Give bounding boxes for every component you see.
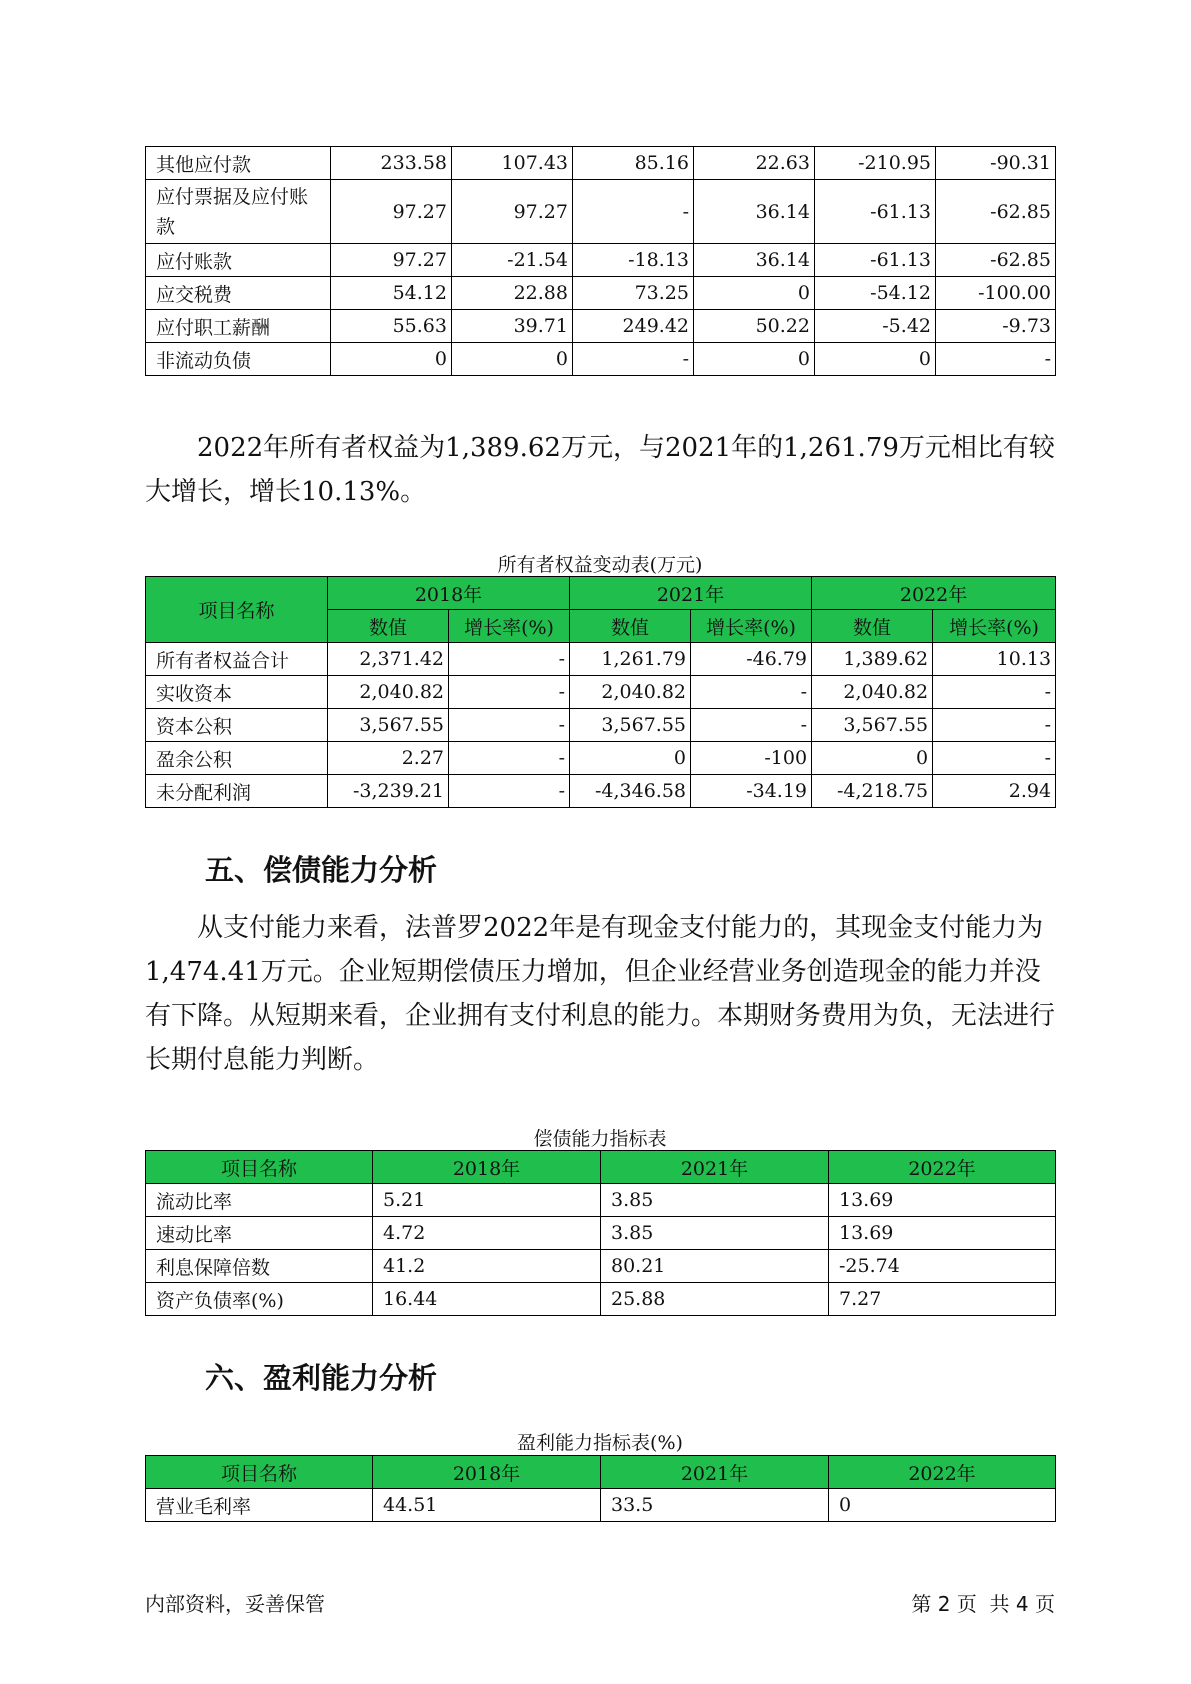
equity-col-header: 项目名称 [146,577,328,643]
section-heading-6: 六、盈利能力分析 [205,1361,438,1395]
liabilities-table [145,146,1056,376]
table-row [146,742,1056,775]
value-cell: 85.16 [573,147,694,180]
profit-table-caption: 盈利能力指标表(%) [517,1432,683,1454]
equity-sub-value: 数值 [812,610,933,643]
row-label: 非流动负债 [146,343,331,376]
value-cell: 97.27 [331,180,452,244]
table-row [146,709,1056,742]
value-cell: 16.44 [373,1283,601,1316]
value-cell: 4.72 [373,1217,601,1250]
value-cell: 0 [570,742,691,775]
value-cell: 0 [815,343,936,376]
equity-sub-value: 数值 [570,610,691,643]
table-row [146,643,1056,676]
value-cell: 80.21 [601,1250,829,1283]
equity-year-header: 2018年 [328,577,570,610]
row-label: 应付票据及应付账款 [146,180,331,244]
value-cell: -210.95 [815,147,936,180]
value-cell: -62.85 [936,180,1056,244]
table-row [146,1283,1056,1316]
equity-sub-rate: 增长率(%) [691,610,812,643]
value-cell: 0 [331,343,452,376]
value-cell: 0 [452,343,573,376]
equity-year-header: 2022年 [812,577,1056,610]
equity-year-header: 2021年 [570,577,812,610]
table-row [146,1489,1056,1522]
solvency-table [145,1150,1056,1316]
value-cell: -5.42 [815,310,936,343]
column-header: 2018年 [373,1456,601,1489]
table-row [146,1184,1056,1217]
value-cell: 36.14 [694,244,815,277]
value-cell: 2,371.42 [328,643,449,676]
row-label: 利息保障倍数 [146,1250,373,1283]
value-cell: 2,040.82 [328,676,449,709]
value-cell: - [691,676,812,709]
value-cell: 2,040.82 [570,676,691,709]
footer-right: 第 2 页 共 4 页 [911,1592,1055,1616]
value-cell: 44.51 [373,1489,601,1522]
value-cell: - [449,643,570,676]
value-cell: - [449,775,570,808]
value-cell: 107.43 [452,147,573,180]
table-row [146,180,1056,244]
table-row [146,775,1056,808]
value-cell: -46.79 [691,643,812,676]
column-header: 2018年 [373,1151,601,1184]
value-cell: - [449,742,570,775]
footer-left: 内部资料，妥善保管 [145,1592,325,1616]
value-cell: 3,567.55 [570,709,691,742]
column-header: 项目名称 [146,1151,373,1184]
row-label: 速动比率 [146,1217,373,1250]
row-label: 应付职工薪酬 [146,310,331,343]
value-cell: 25.88 [601,1283,829,1316]
value-cell: -61.13 [815,180,936,244]
table-row [146,310,1056,343]
value-cell: - [573,180,694,244]
value-cell: 22.88 [452,277,573,310]
value-cell: 97.27 [331,244,452,277]
row-label: 实收资本 [146,676,328,709]
value-cell: 0 [829,1489,1056,1522]
value-cell: 73.25 [573,277,694,310]
row-label: 其他应付款 [146,147,331,180]
value-cell: 0 [694,343,815,376]
value-cell: - [936,343,1056,376]
value-cell: 55.63 [331,310,452,343]
value-cell: 50.22 [694,310,815,343]
value-cell: 41.2 [373,1250,601,1283]
value-cell: 97.27 [452,180,573,244]
value-cell: 3.85 [601,1184,829,1217]
value-cell: -61.13 [815,244,936,277]
equity-sub-rate: 增长率(%) [933,610,1056,643]
solvency-paragraph: 从支付能力来看，法普罗2022年是有现金支付能力的，其现金支付能力为1,474.41万元。企业短期偿债压力增加，但企业经营业务创造现金的能力并没有下降。从短期来看，企业拥有支付利息的能力。本期财务费用为负，无法进行长期付息能力判断。 [145,913,1056,1075]
value-cell: -4,218.75 [812,775,933,808]
table-row [146,1250,1056,1283]
value-cell: 1,261.79 [570,643,691,676]
row-label: 所有者权益合计 [146,643,328,676]
value-cell: 2.94 [933,775,1056,808]
value-cell: 39.71 [452,310,573,343]
row-label: 未分配利润 [146,775,328,808]
value-cell: -3,239.21 [328,775,449,808]
value-cell: - [573,343,694,376]
value-cell: -18.13 [573,244,694,277]
row-label: 营业毛利率 [146,1489,373,1522]
value-cell: 2,040.82 [812,676,933,709]
table-row [146,277,1056,310]
value-cell: 249.42 [573,310,694,343]
value-cell: 2.27 [328,742,449,775]
value-cell: -100.00 [936,277,1056,310]
value-cell: -90.31 [936,147,1056,180]
row-label: 应付账款 [146,244,331,277]
value-cell: -4,346.58 [570,775,691,808]
value-cell: - [449,709,570,742]
equity-paragraph: 2022年所有者权益为1,389.62万元，与2021年的1,261.79万元相比有较大增长，增长10.13%。 [145,433,1055,507]
value-cell: -9.73 [936,310,1056,343]
value-cell: - [691,709,812,742]
value-cell: - [449,676,570,709]
value-cell: -21.54 [452,244,573,277]
value-cell: 0 [812,742,933,775]
value-cell: 33.5 [601,1489,829,1522]
section-heading-5: 五、偿债能力分析 [205,853,438,887]
value-cell: -34.19 [691,775,812,808]
value-cell: 22.63 [694,147,815,180]
value-cell: -54.12 [815,277,936,310]
column-header: 2021年 [601,1456,829,1489]
column-header: 项目名称 [146,1456,373,1489]
value-cell: 3.85 [601,1217,829,1250]
value-cell: - [933,676,1056,709]
value-cell: -100 [691,742,812,775]
table-row [146,676,1056,709]
equity-table [145,576,1056,808]
value-cell: 36.14 [694,180,815,244]
value-cell: 3,567.55 [812,709,933,742]
value-cell: -25.74 [829,1250,1056,1283]
value-cell: 13.69 [829,1184,1056,1217]
value-cell: - [933,709,1056,742]
equity-sub-value: 数值 [328,610,449,643]
equity-sub-rate: 增长率(%) [449,610,570,643]
value-cell: 10.13 [933,643,1056,676]
value-cell: 3,567.55 [328,709,449,742]
row-label: 流动比率 [146,1184,373,1217]
value-cell: 233.58 [331,147,452,180]
value-cell: 13.69 [829,1217,1056,1250]
row-label: 资本公积 [146,709,328,742]
value-cell: 0 [694,277,815,310]
row-label: 盈余公积 [146,742,328,775]
row-label: 资产负债率(%) [146,1283,373,1316]
column-header: 2022年 [829,1151,1056,1184]
column-header: 2022年 [829,1456,1056,1489]
row-label: 应交税费 [146,277,331,310]
value-cell: -62.85 [936,244,1056,277]
value-cell: 7.27 [829,1283,1056,1316]
value-cell: - [933,742,1056,775]
column-header: 2021年 [601,1151,829,1184]
solvency-table-caption: 偿债能力指标表 [533,1128,667,1150]
value-cell: 5.21 [373,1184,601,1217]
equity-table-caption: 所有者权益变动表(万元) [497,554,703,576]
value-cell: 1,389.62 [812,643,933,676]
value-cell: 54.12 [331,277,452,310]
table-row [146,147,1056,180]
profit-table [145,1455,1056,1522]
table-row [146,343,1056,376]
table-row [146,244,1056,277]
table-row [146,1217,1056,1250]
